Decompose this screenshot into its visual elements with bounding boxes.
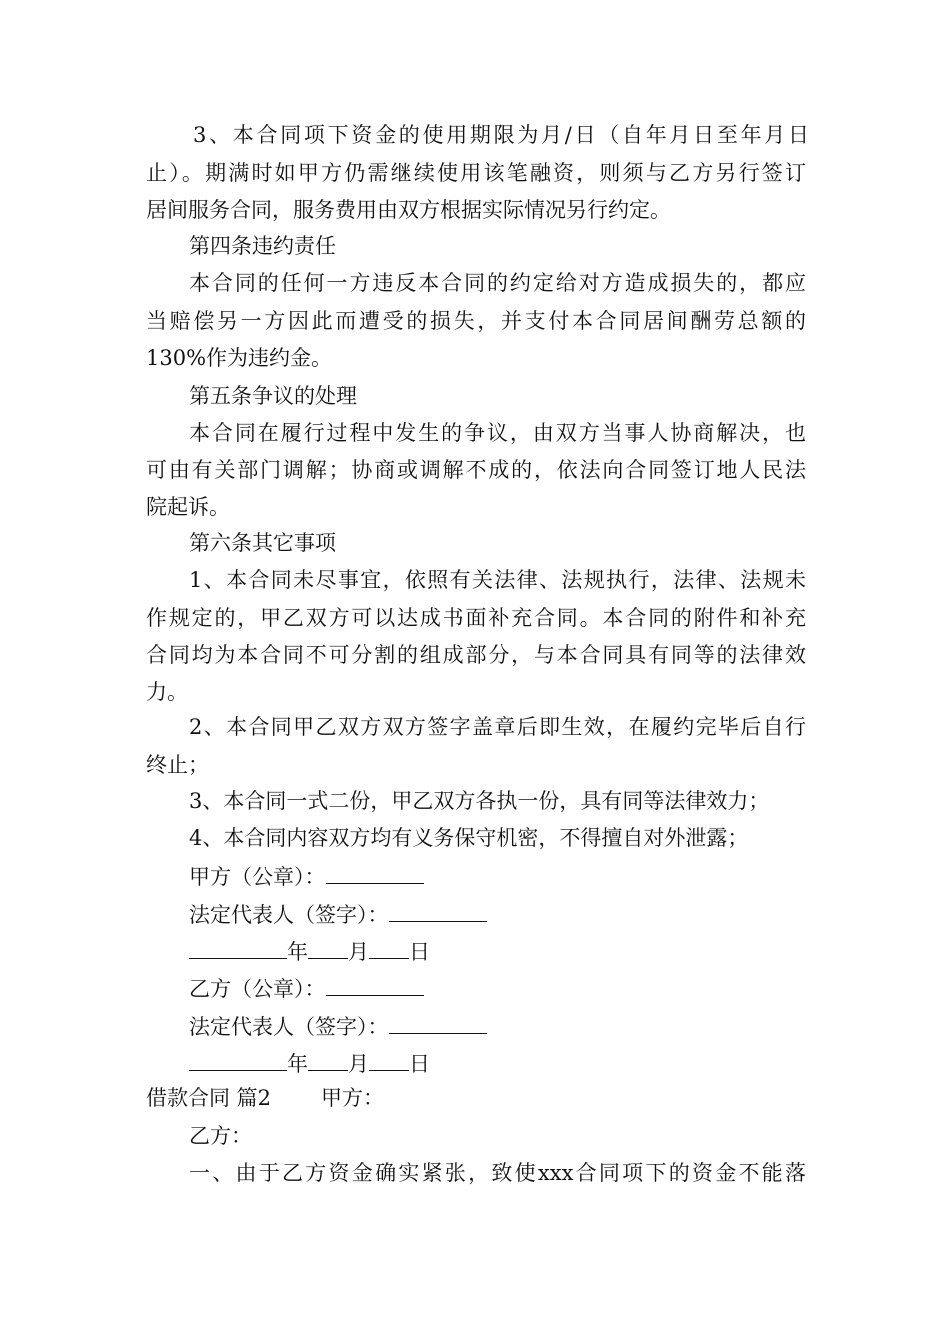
article6-item4: 4、本合同内容双方均有义务保守机密，不得擅自对外泄露； <box>189 826 749 850</box>
article5-heading: 第五条争议的处理 <box>189 384 357 408</box>
party-b-seal-blank <box>326 973 424 996</box>
party-b-day-label: 日 <box>409 1052 430 1076</box>
article6-item2-line2: 终止； <box>146 753 209 777</box>
party-b-rep-line <box>189 1011 487 1040</box>
contract2-party-a: 甲方： <box>321 1086 385 1110</box>
party-a-year-blank <box>189 936 287 959</box>
article5-line1: 本合同在履行过程中发生的争议，由双方当事人协商解决，也 <box>189 421 806 445</box>
clause3-line1: 3、本合同项下资金的使用期限为月/日（自年月日至年月日 <box>193 123 809 147</box>
party-a-seal-label: 甲方（公章）： <box>189 865 326 889</box>
party-a-rep-line <box>189 899 487 928</box>
party-a-date-line <box>189 936 430 965</box>
party-b-rep-blank <box>389 1011 487 1034</box>
article6-item1-line3: 合同均为本合同不可分割的组成部分，与本合同具有同等的法律效 <box>146 643 806 667</box>
article5-line3: 院起诉。 <box>146 495 230 519</box>
article6-item2-line1: 2、本合同甲乙双方双方签字盖章后即生效，在履约完毕后自行 <box>189 715 806 739</box>
article4-line1: 本合同的任何一方违反本合同的约定给对方造成损失的，都应 <box>189 271 806 295</box>
article4-line3: 130%作为违约金。 <box>146 346 333 370</box>
article4-line2: 当赔偿另一方因此而遭受的损失，并支付本合同居间酬劳总额的 <box>146 309 806 333</box>
party-b-month-blank <box>308 1048 348 1071</box>
party-a-seal-blank <box>326 861 424 884</box>
article6-item3: 3、本合同一式二份，甲乙双方各执一份，具有同等法律效力； <box>189 789 770 813</box>
article6-item1-line4: 力。 <box>146 680 188 704</box>
party-b-seal-label: 乙方（公章）： <box>189 977 326 1001</box>
party-b-seal-line <box>189 973 424 1002</box>
article6-item1-line1: 1、本合同未尽事宜，依照有关法律、法规执行，法律、法规未 <box>189 568 806 592</box>
party-a-month-label: 月 <box>348 940 369 964</box>
party-b-month-label: 月 <box>348 1052 369 1076</box>
party-a-day-label: 日 <box>409 940 430 964</box>
contract2-title-line <box>146 1085 384 1111</box>
party-a-rep-label: 法定代表人（签字）： <box>189 903 389 927</box>
article6-item1-line2: 作规定的，甲乙双方可以达成书面补充合同。本合同的附件和补充 <box>146 606 806 630</box>
article6-heading: 第六条其它事项 <box>189 531 336 555</box>
contract2-party-b: 乙方： <box>189 1124 252 1148</box>
article5-line2: 可由有关部门调解；协商或调解不成的，依法向合同签订地人民法 <box>146 458 806 482</box>
party-a-rep-blank <box>389 899 487 922</box>
party-b-year-blank <box>189 1048 287 1071</box>
party-b-rep-label: 法定代表人（签字）： <box>189 1015 389 1039</box>
clause3-line3: 居间服务合同，服务费用由双方根据实际情况另行约定。 <box>146 198 671 222</box>
party-a-month-blank <box>308 936 348 959</box>
clause3-line2: 止）。期满时如甲方仍需继续使用该笔融资，则须与乙方另行签订 <box>146 161 806 185</box>
article4-heading: 第四条违约责任 <box>189 234 336 258</box>
contract2-line1: 一、由于乙方资金确实紧张，致使xxx合同项下的资金不能落 <box>189 1161 806 1185</box>
party-b-date-line <box>189 1048 430 1077</box>
party-a-seal-line <box>189 861 424 890</box>
party-b-day-blank <box>369 1048 409 1071</box>
party-a-year-label: 年 <box>287 940 308 964</box>
contract2-title: 借款合同 篇2 <box>146 1086 272 1110</box>
party-b-year-label: 年 <box>287 1052 308 1076</box>
party-a-day-blank <box>369 936 409 959</box>
